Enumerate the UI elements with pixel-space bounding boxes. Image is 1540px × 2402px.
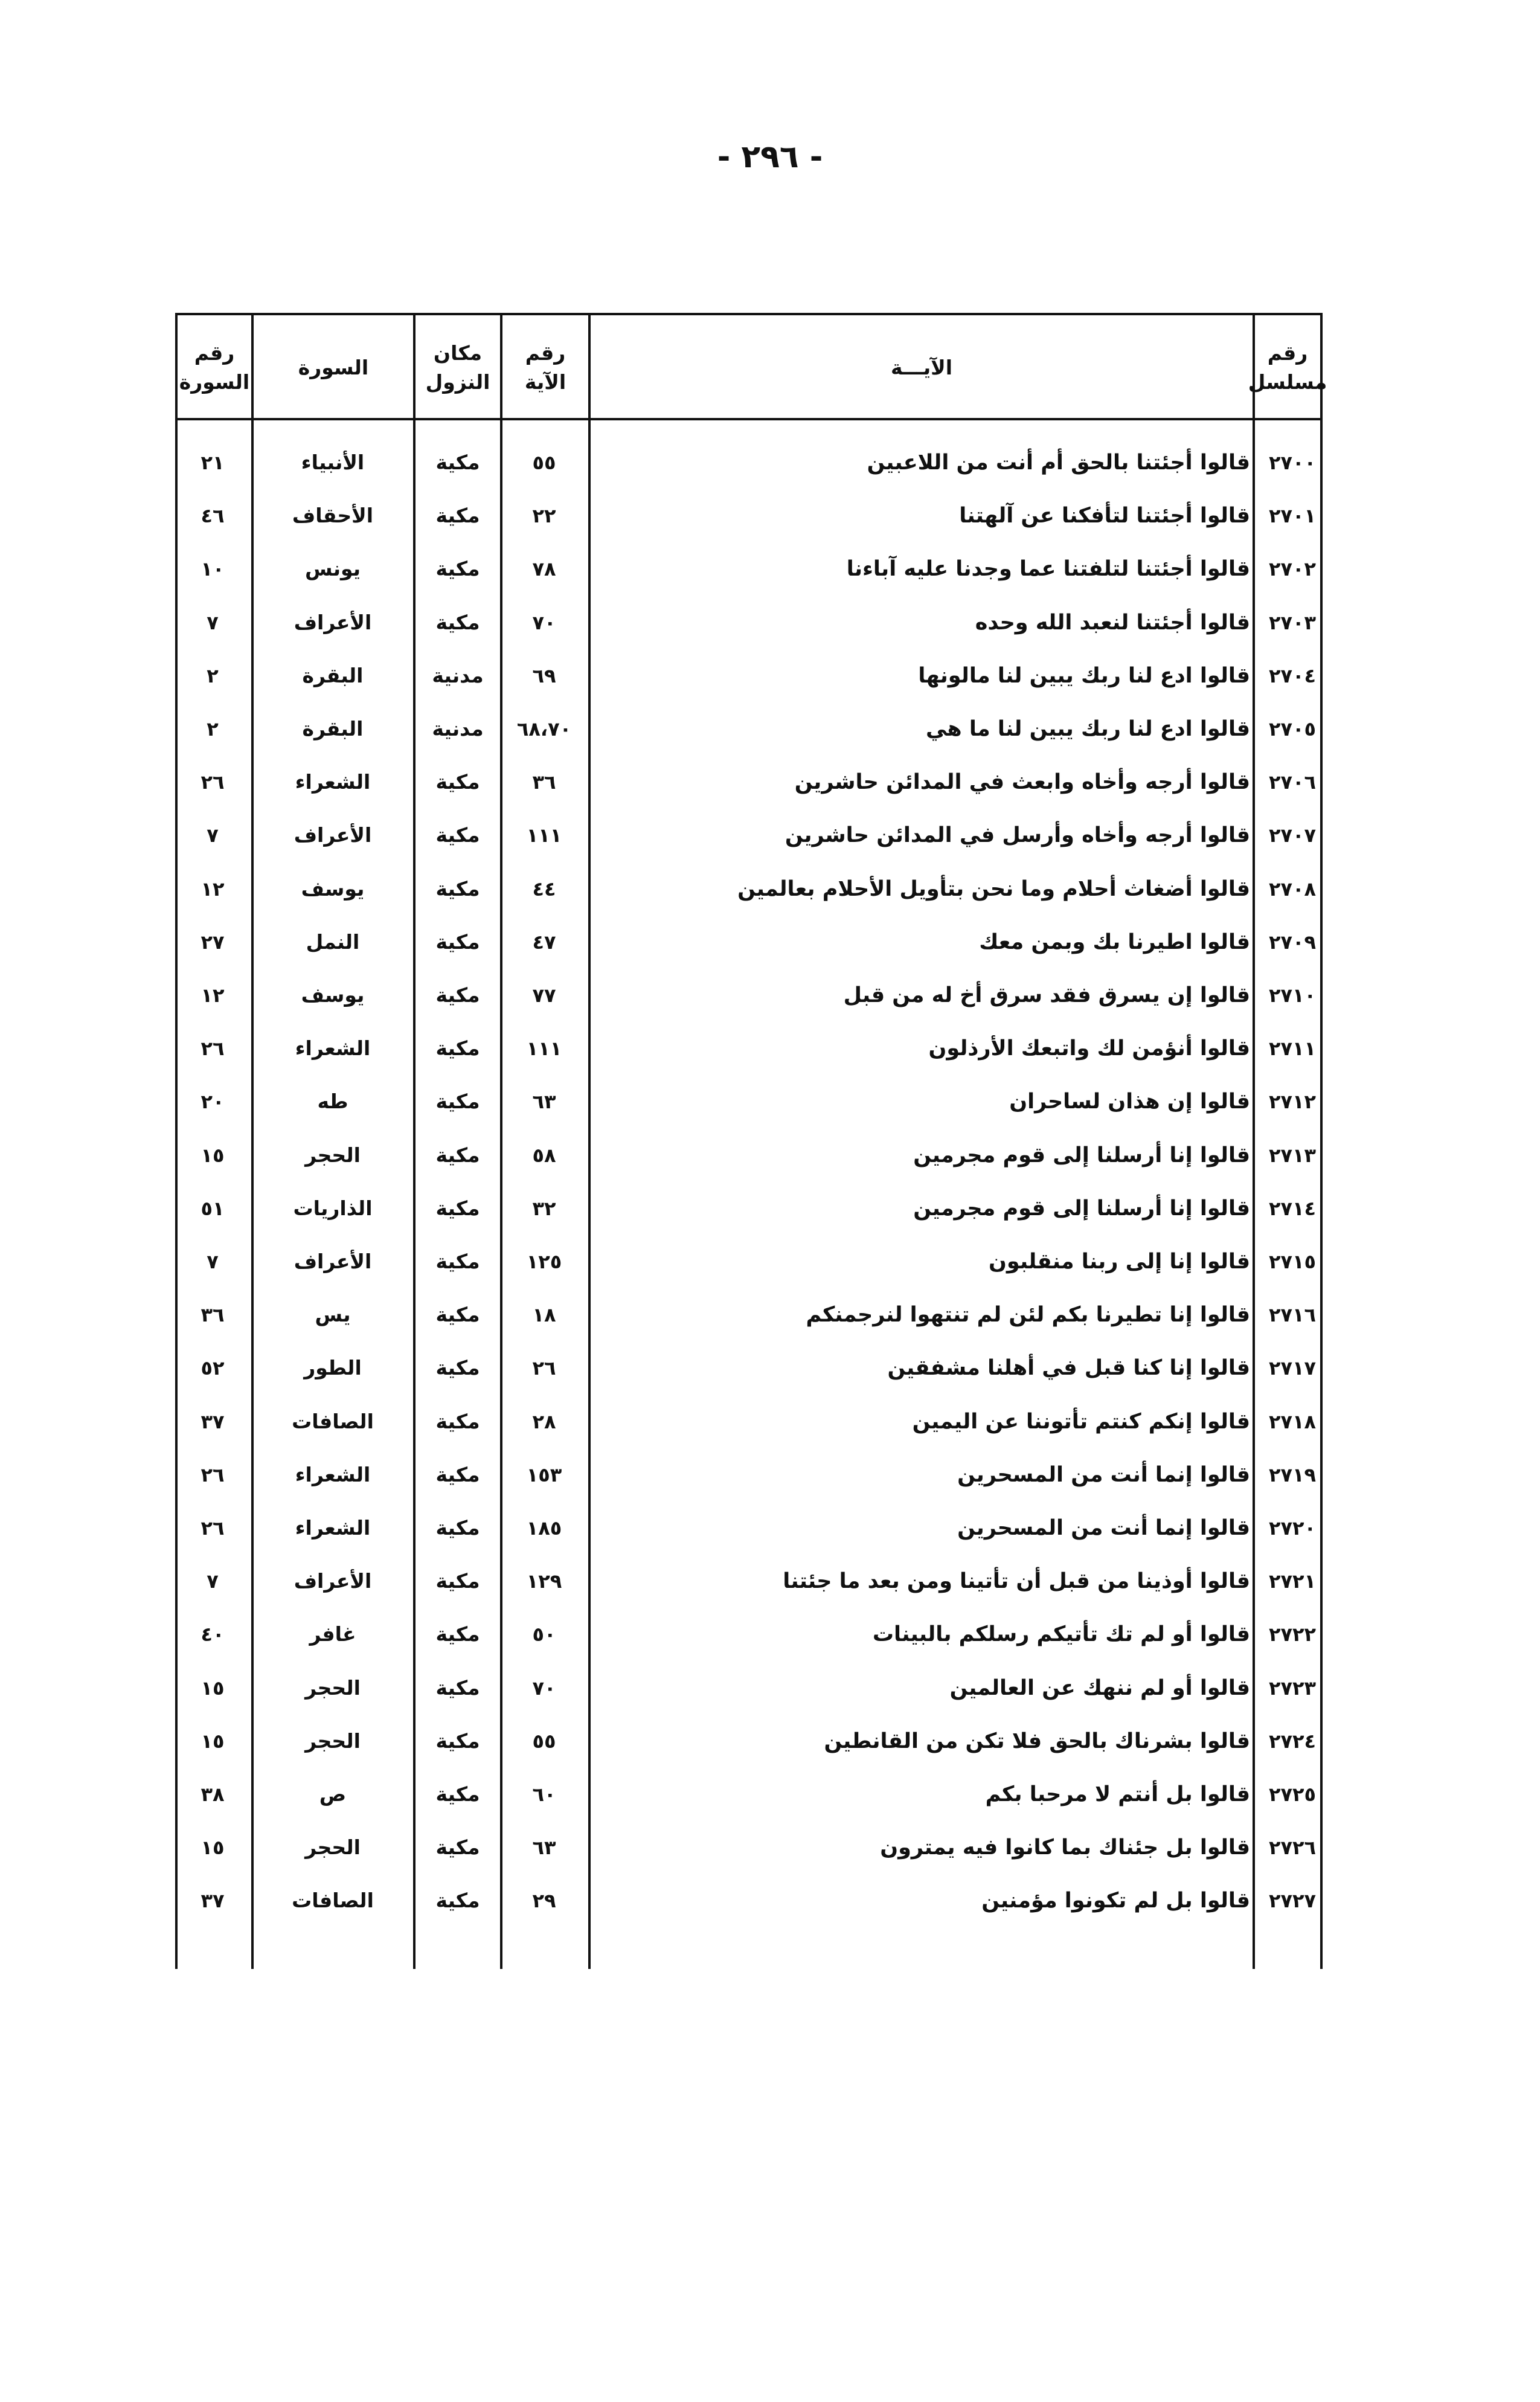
row-surah-number: ٣٧ bbox=[201, 1889, 225, 1912]
row-surah: يونس bbox=[304, 557, 361, 580]
row-surah-number: ٢٦ bbox=[201, 1517, 225, 1540]
row-surah-number: ٧ bbox=[207, 1570, 219, 1593]
row-ayah-number: ٧٨ bbox=[532, 557, 556, 580]
row-verse: قالوا إنا كنا قبل في أهلنا مشفقين bbox=[887, 1356, 1250, 1380]
row-surah: يس bbox=[315, 1303, 351, 1326]
row-verse: قالوا بل لم تكونوا مؤمنين bbox=[981, 1889, 1250, 1913]
row-verse: قالوا أجئتنا بالحق أم أنت من اللاعبين bbox=[867, 451, 1250, 475]
table-row bbox=[175, 809, 1323, 862]
row-surah: الشعراء bbox=[295, 1516, 371, 1540]
row-verse: قالوا إنا إلى ربنا منقلبون bbox=[989, 1250, 1250, 1274]
row-surah: الأحقاف bbox=[292, 504, 374, 527]
table-row bbox=[175, 489, 1323, 542]
row-surah-number: ٤٠ bbox=[201, 1623, 225, 1646]
row-serial: ٢٧٢٥ bbox=[1268, 1783, 1317, 1806]
header-surah-number: رقم السورة bbox=[179, 341, 250, 394]
row-surah-number: ٢٦ bbox=[201, 1463, 225, 1486]
header-rule bbox=[588, 418, 1253, 420]
row-surah-number: ٣٨ bbox=[201, 1783, 225, 1806]
table-row bbox=[175, 1821, 1323, 1874]
table-row bbox=[175, 916, 1323, 969]
row-ayah-number: ٢٢ bbox=[532, 504, 556, 527]
row-place: مكية bbox=[435, 1676, 480, 1700]
row-surah: الصافات bbox=[292, 1410, 374, 1433]
row-verse: قالوا بل أنتم لا مرحبا بكم bbox=[985, 1782, 1250, 1806]
row-surah-number: ٥١ bbox=[201, 1197, 225, 1220]
row-surah-number: ٢ bbox=[207, 664, 219, 687]
table-row bbox=[175, 1555, 1323, 1608]
row-serial: ٢٧٠٢ bbox=[1268, 557, 1317, 580]
row-ayah-number: ٧٧ bbox=[532, 984, 556, 1007]
row-surah: الحجر bbox=[305, 1143, 361, 1167]
row-serial: ٢٧٠٨ bbox=[1268, 878, 1317, 901]
row-surah: الشعراء bbox=[295, 1463, 371, 1486]
row-serial: ٢٧١١ bbox=[1268, 1037, 1317, 1060]
row-surah: البقرة bbox=[302, 664, 364, 687]
row-serial: ٢٧٢٣ bbox=[1268, 1677, 1317, 1700]
row-surah-number: ١٥ bbox=[201, 1144, 225, 1167]
table-row bbox=[175, 702, 1323, 756]
row-serial: ٢٧١٦ bbox=[1268, 1303, 1317, 1326]
header-surah: السورة bbox=[298, 356, 369, 379]
row-place: مكية bbox=[435, 877, 480, 901]
row-serial: ٢٧٠٧ bbox=[1268, 824, 1317, 847]
row-verse: قالوا بل جئناك بما كانوا فيه يمترون bbox=[880, 1835, 1250, 1860]
row-surah: الأعراف bbox=[294, 1569, 372, 1593]
row-surah-number: ١٥ bbox=[201, 1730, 225, 1753]
table-row bbox=[175, 1341, 1323, 1395]
row-verse: قالوا ادع لنا ربك يبين لنا ما هي bbox=[925, 717, 1250, 741]
table-row bbox=[175, 1129, 1323, 1182]
row-surah-number: ١٢ bbox=[201, 878, 225, 901]
row-place: مكية bbox=[435, 611, 480, 634]
row-ayah-number: ١٢٩ bbox=[526, 1570, 562, 1593]
table-row bbox=[175, 1768, 1323, 1821]
row-ayah-number: ٧٠ bbox=[532, 1677, 556, 1700]
header-serial: رقم مسلسل bbox=[1248, 341, 1327, 394]
row-serial: ٢٧١٨ bbox=[1268, 1410, 1317, 1433]
row-serial: ٢٧١٤ bbox=[1268, 1197, 1317, 1220]
row-surah: الصافات bbox=[292, 1889, 374, 1912]
row-place: مكية bbox=[435, 1516, 480, 1540]
row-place: مكية bbox=[435, 1622, 480, 1646]
row-verse: قالوا إنكم كنتم تأتوننا عن اليمين bbox=[912, 1410, 1250, 1434]
row-surah: الشعراء bbox=[295, 770, 371, 794]
row-surah-number: ٢٠ bbox=[201, 1090, 225, 1113]
row-place: مكية bbox=[435, 557, 480, 580]
header-place: مكان النزول bbox=[425, 341, 490, 394]
row-place: مكية bbox=[435, 1356, 480, 1379]
table-row bbox=[175, 969, 1323, 1022]
row-ayah-number: ٦٠ bbox=[532, 1783, 556, 1806]
table-row bbox=[175, 1608, 1323, 1661]
row-place: مكية bbox=[435, 1250, 480, 1273]
row-surah: الأعراف bbox=[294, 1250, 372, 1273]
row-surah-number: ٣٦ bbox=[201, 1303, 225, 1326]
row-serial: ٢٧١٥ bbox=[1268, 1250, 1317, 1273]
row-serial: ٢٧٢٤ bbox=[1268, 1730, 1317, 1753]
row-surah-number: ٧ bbox=[207, 611, 219, 634]
row-ayah-number: ٧٠ bbox=[532, 611, 556, 634]
row-verse: قالوا إنا تطيرنا بكم لئن لم تنتهوا لنرجمنكم bbox=[806, 1303, 1250, 1327]
row-surah-number: ٢ bbox=[207, 718, 219, 740]
row-place: مكية bbox=[435, 1463, 480, 1486]
row-place: مكية bbox=[435, 1090, 480, 1113]
row-ayah-number: ٢٨ bbox=[532, 1410, 556, 1433]
table-row bbox=[175, 542, 1323, 596]
row-ayah-number: ٦٨،٧٠ bbox=[516, 718, 572, 740]
row-surah-number: ٢١ bbox=[201, 451, 225, 474]
table-row bbox=[175, 1075, 1323, 1128]
row-surah-number: ٧ bbox=[207, 824, 219, 847]
verse-index-table bbox=[175, 313, 1327, 1969]
row-ayah-number: ١٥٣ bbox=[526, 1463, 562, 1486]
row-place: مدنية bbox=[432, 717, 484, 740]
row-place: مدنية bbox=[432, 664, 484, 687]
header-rule bbox=[175, 418, 588, 420]
row-verse: قالوا أوذينا من قبل أن تأتينا ومن بعد ما جئتنا bbox=[783, 1569, 1250, 1593]
row-verse: قالوا أضغاث أحلام وما نحن بتأويل الأحلام بعالمين bbox=[737, 877, 1250, 901]
row-serial: ٢٧٠٠ bbox=[1268, 451, 1317, 474]
row-verse: قالوا إنا أرسلنا إلى قوم مجرمين bbox=[913, 1143, 1250, 1167]
row-surah: ص bbox=[319, 1782, 347, 1806]
row-surah-number: ٢٦ bbox=[201, 1037, 225, 1060]
row-surah: غافر bbox=[309, 1622, 356, 1646]
row-ayah-number: ٥٠ bbox=[532, 1623, 556, 1646]
header-ayah-number: رقم الآية bbox=[524, 341, 566, 394]
row-verse: قالوا أنؤمن لك واتبعك الأرذلون bbox=[928, 1036, 1250, 1061]
row-verse: قالوا أرجه وأخاه وأرسل في المدائن حاشرين bbox=[784, 823, 1250, 847]
header-verse: الآيـــة bbox=[890, 356, 953, 379]
row-surah-number: ١٥ bbox=[201, 1836, 225, 1859]
header-rule bbox=[1253, 418, 1323, 420]
table-row bbox=[175, 1448, 1323, 1501]
row-serial: ٢٧٢٠ bbox=[1268, 1517, 1317, 1540]
row-serial: ٢٧١٩ bbox=[1268, 1463, 1317, 1486]
row-place: مكية bbox=[435, 930, 480, 954]
row-place: مكية bbox=[435, 1036, 480, 1060]
row-ayah-number: ٥٥ bbox=[532, 1730, 556, 1753]
row-place: مكية bbox=[435, 983, 480, 1007]
table-row bbox=[175, 862, 1323, 916]
row-surah: يوسف bbox=[301, 983, 365, 1007]
row-surah: النمل bbox=[306, 930, 360, 954]
row-surah-number: ٢٧ bbox=[201, 931, 225, 954]
row-verse: قالوا إن هذان لساحران bbox=[1009, 1090, 1250, 1114]
row-verse: قالوا إنما أنت من المسحرين bbox=[957, 1463, 1250, 1487]
row-place: مكية bbox=[435, 504, 480, 527]
row-place: مكية bbox=[435, 451, 480, 474]
table-row bbox=[175, 1662, 1323, 1715]
row-surah-number: ١٥ bbox=[201, 1677, 225, 1700]
row-verse: قالوا أجئتنا لنعبد الله وحده bbox=[975, 611, 1250, 635]
row-place: مكية bbox=[435, 1729, 480, 1753]
row-serial: ٢٧٠١ bbox=[1268, 504, 1317, 527]
table-row bbox=[175, 649, 1323, 702]
row-serial: ٢٧٠٤ bbox=[1268, 664, 1317, 687]
row-verse: قالوا أو لم تك تأتيكم رسلكم بالبينات bbox=[872, 1622, 1250, 1646]
row-surah: الحجر bbox=[305, 1729, 361, 1753]
row-ayah-number: ١٨ bbox=[532, 1303, 556, 1326]
row-surah-number: ٧ bbox=[207, 1250, 219, 1273]
table-row bbox=[175, 1022, 1323, 1075]
row-place: مكية bbox=[435, 1143, 480, 1167]
row-place: مكية bbox=[435, 1303, 480, 1326]
row-ayah-number: ٢٩ bbox=[532, 1889, 556, 1912]
row-serial: ٢٧١٠ bbox=[1268, 984, 1317, 1007]
row-serial: ٢٧١٣ bbox=[1268, 1144, 1317, 1167]
table-row bbox=[175, 1182, 1323, 1235]
row-serial: ٢٧١٢ bbox=[1268, 1090, 1317, 1113]
table-row bbox=[175, 596, 1323, 649]
row-serial: ٢٧٠٩ bbox=[1268, 931, 1317, 954]
row-ayah-number: ٦٣ bbox=[532, 1836, 556, 1859]
table-row bbox=[175, 1235, 1323, 1288]
row-ayah-number: ٦٣ bbox=[532, 1090, 556, 1113]
row-verse: قالوا إنما أنت من المسحرين bbox=[957, 1516, 1250, 1540]
row-serial: ٢٧٠٦ bbox=[1268, 771, 1317, 794]
row-verse: قالوا بشرناك بالحق فلا تكن من القانطين bbox=[824, 1729, 1250, 1753]
row-surah-number: ٣٧ bbox=[201, 1410, 225, 1433]
row-ayah-number: ٣٢ bbox=[532, 1197, 556, 1220]
row-surah-number: ٢٦ bbox=[201, 771, 225, 794]
row-ayah-number: ٥٨ bbox=[532, 1144, 556, 1167]
page-number: - ٢٩٦ - bbox=[717, 139, 823, 175]
row-surah: الأعراف bbox=[294, 823, 372, 847]
row-ayah-number: ٣٦ bbox=[532, 771, 556, 794]
table-row bbox=[175, 436, 1323, 489]
row-serial: ٢٧١٧ bbox=[1268, 1357, 1317, 1379]
row-ayah-number: ٤٤ bbox=[532, 878, 556, 901]
row-ayah-number: ١٨٥ bbox=[526, 1517, 562, 1540]
row-place: مكية bbox=[435, 1569, 480, 1593]
row-surah-number: ٤٦ bbox=[201, 504, 225, 527]
table-row bbox=[175, 1874, 1323, 1927]
row-place: مكية bbox=[435, 1889, 480, 1912]
row-ayah-number: ٤٧ bbox=[532, 931, 556, 954]
row-ayah-number: ١١١ bbox=[526, 824, 562, 847]
row-surah-number: ١٢ bbox=[201, 984, 225, 1007]
table-row bbox=[175, 1501, 1323, 1555]
row-place: مكية bbox=[435, 1410, 480, 1433]
table-row bbox=[175, 1395, 1323, 1448]
row-verse: قالوا أجئتنا لتأفكنا عن آلهتنا bbox=[959, 504, 1250, 528]
row-surah-number: ٥٢ bbox=[201, 1357, 225, 1379]
row-surah: الحجر bbox=[305, 1676, 361, 1700]
row-serial: ٢٧٢١ bbox=[1268, 1570, 1317, 1593]
row-surah: الذاريات bbox=[293, 1196, 373, 1220]
row-verse: قالوا ادع لنا ربك يبين لنا مالونها bbox=[918, 664, 1250, 688]
row-surah-number: ١٠ bbox=[201, 557, 225, 580]
row-surah: طه bbox=[317, 1090, 348, 1113]
row-serial: ٢٧٠٥ bbox=[1268, 718, 1317, 740]
row-surah: الأنبياء bbox=[301, 451, 365, 474]
row-surah: الأعراف bbox=[294, 611, 372, 634]
row-serial: ٢٧٠٣ bbox=[1268, 611, 1317, 634]
row-place: مكية bbox=[435, 1835, 480, 1859]
table-row bbox=[175, 1715, 1323, 1768]
row-verse: قالوا أرجه وأخاه وابعث في المدائن حاشرين bbox=[794, 770, 1250, 794]
row-ayah-number: ٥٥ bbox=[532, 451, 556, 474]
row-surah: الحجر bbox=[305, 1835, 361, 1859]
row-place: مكية bbox=[435, 1782, 480, 1806]
row-place: مكية bbox=[435, 770, 480, 794]
row-verse: قالوا أو لم ننهك عن العالمين bbox=[949, 1676, 1250, 1700]
row-ayah-number: ٦٩ bbox=[532, 664, 556, 687]
row-verse: قالوا إنا أرسلنا إلى قوم مجرمين bbox=[913, 1196, 1250, 1221]
row-serial: ٢٧٢٧ bbox=[1268, 1889, 1317, 1912]
table-row bbox=[175, 756, 1323, 809]
row-place: مكية bbox=[435, 1196, 480, 1220]
row-verse: قالوا إن يسرق فقد سرق أخ له من قبل bbox=[843, 983, 1250, 1007]
row-verse: قالوا اطيرنا بك وبمن معك bbox=[979, 930, 1250, 954]
row-surah: الشعراء bbox=[295, 1036, 371, 1060]
row-place: مكية bbox=[435, 823, 480, 847]
row-serial: ٢٧٢٢ bbox=[1268, 1623, 1317, 1646]
row-surah: الطور bbox=[304, 1356, 362, 1379]
row-surah: يوسف bbox=[301, 877, 365, 901]
row-serial: ٢٧٢٦ bbox=[1268, 1836, 1317, 1859]
row-verse: قالوا أجئتنا لتلفتنا عما وجدنا عليه آباءنا bbox=[846, 557, 1250, 581]
row-ayah-number: ١١١ bbox=[526, 1037, 562, 1060]
table-row bbox=[175, 1288, 1323, 1341]
row-ayah-number: ٢٦ bbox=[532, 1357, 556, 1379]
row-ayah-number: ١٢٥ bbox=[526, 1250, 562, 1273]
row-surah: البقرة bbox=[302, 717, 364, 740]
